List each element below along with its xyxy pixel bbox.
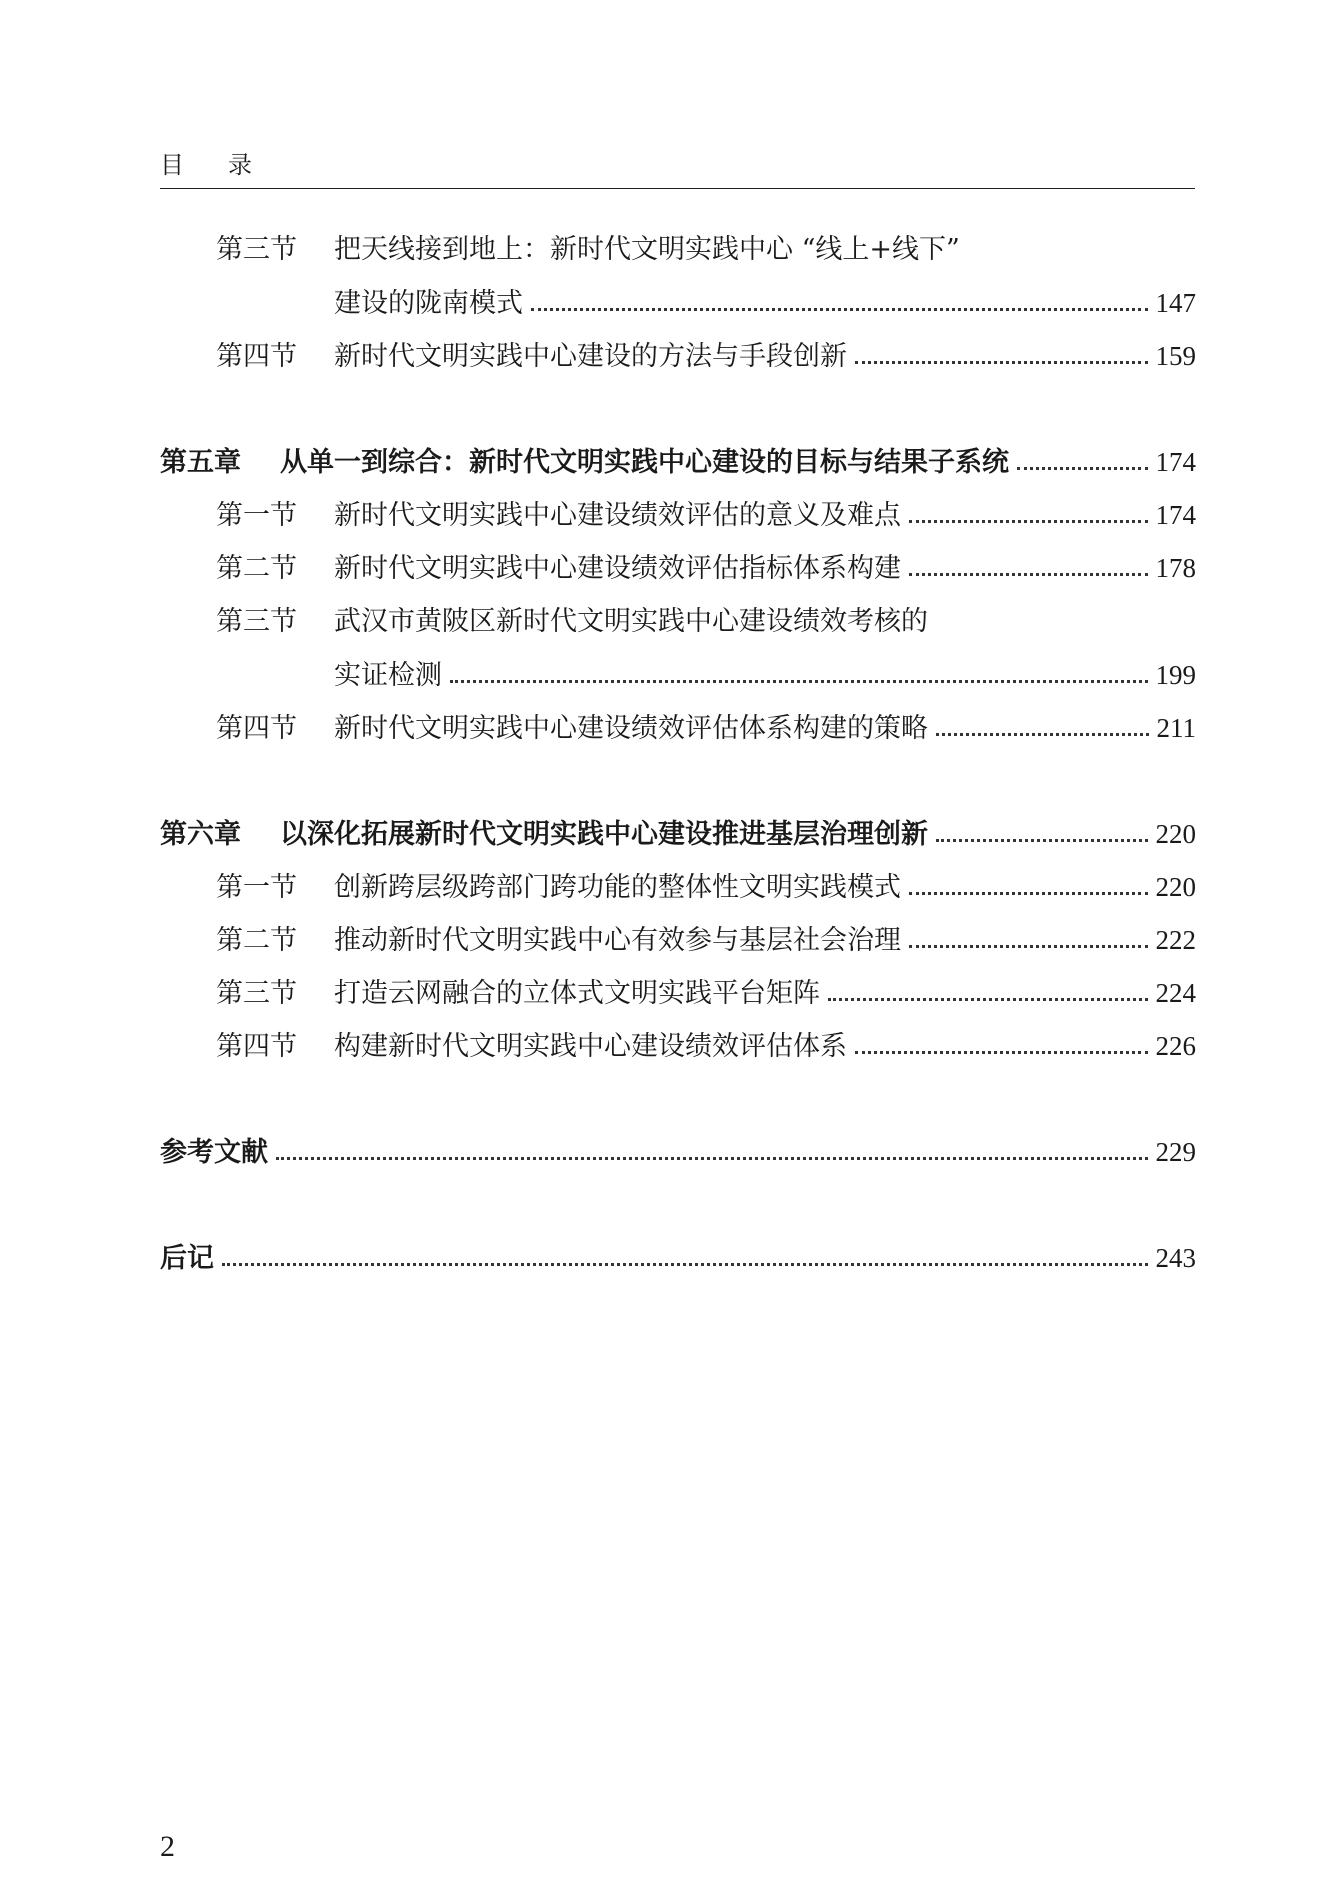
toc-entry-label: 第六章 <box>160 819 241 850</box>
dot-leader <box>855 1051 1148 1054</box>
dot-leader <box>909 945 1148 948</box>
dot-leader <box>855 361 1148 364</box>
toc-entry-label: 第四节 <box>216 713 297 744</box>
toc-entry-title: 后记 <box>160 1243 214 1274</box>
dot-leader <box>222 1263 1148 1266</box>
toc-entry-title: 新时代文明实践中心建设的方法与手段创新 <box>334 341 847 372</box>
toc-entry-title: 参考文献 <box>160 1137 268 1168</box>
toc-entry-section-3-line-1[interactable] <box>216 232 1196 268</box>
toc-entry-section-2[interactable] <box>216 550 1196 586</box>
toc-entry-page: 224 <box>1155 978 1196 1008</box>
toc-entry-references[interactable] <box>160 1134 1196 1170</box>
dot-leader <box>828 998 1148 1001</box>
toc-entry-label: 第四节 <box>216 341 297 372</box>
toc-entry-label: 第一节 <box>216 872 297 903</box>
toc-entry-page: 220 <box>1155 819 1196 849</box>
toc-entry-page: 220 <box>1155 872 1196 902</box>
toc-entry-chapter-5[interactable] <box>160 444 1196 480</box>
dot-leader <box>936 839 1148 842</box>
toc-entry-page: 159 <box>1155 341 1196 371</box>
toc-entry-chapter-6[interactable] <box>160 816 1196 852</box>
toc-entry-section-2[interactable] <box>216 922 1196 958</box>
dot-leader <box>531 308 1148 311</box>
toc-entry-section-1[interactable] <box>216 497 1196 533</box>
running-head-lu: 录 <box>228 151 252 179</box>
toc-entry-title: 推动新时代文明实践中心有效参与基层社会治理 <box>334 925 901 956</box>
toc-entry-section-4[interactable] <box>216 338 1196 374</box>
toc-entry-label: 第一节 <box>216 500 297 531</box>
toc-entry-label: 第三节 <box>216 606 297 637</box>
toc-entry-label: 第二节 <box>216 925 297 956</box>
toc-entry-title: 实证检测 <box>334 660 442 691</box>
toc-entry-label: 第四节 <box>216 1031 297 1062</box>
dot-leader <box>276 1157 1148 1160</box>
toc-entry-section-4[interactable] <box>216 710 1196 746</box>
toc-entry-title: 把天线接到地上：新时代文明实践中心 “线上+线下” <box>334 234 960 265</box>
toc-entry-title: 新时代文明实践中心建设绩效评估的意义及难点 <box>334 500 901 531</box>
toc-entry-page: 226 <box>1155 1031 1196 1061</box>
toc-entry-section-3-line-2[interactable] <box>334 285 1196 321</box>
toc-entry-page: 174 <box>1155 447 1196 477</box>
toc-entry-section-1[interactable] <box>216 869 1196 905</box>
toc-entry-page: 174 <box>1155 500 1196 530</box>
toc-entry-label: 第三节 <box>216 978 297 1009</box>
toc-entry-page: 243 <box>1155 1243 1196 1273</box>
dot-leader <box>1017 467 1148 470</box>
toc-entry-title: 新时代文明实践中心建设绩效评估体系构建的策略 <box>334 713 928 744</box>
dot-leader <box>909 573 1148 576</box>
toc-entry-section-3-line-2[interactable] <box>334 657 1196 693</box>
dot-leader <box>936 733 1149 736</box>
toc-entry-title: 从单一到综合：新时代文明实践中心建设的目标与结果子系统 <box>280 447 1009 478</box>
toc-entry-title: 创新跨层级跨部门跨功能的整体性文明实践模式 <box>334 872 901 903</box>
toc-entry-section-4[interactable] <box>216 1028 1196 1064</box>
toc-entry-label: 第五章 <box>160 447 241 478</box>
toc-entry-afterword[interactable] <box>160 1240 1196 1276</box>
toc-entry-page: 147 <box>1155 288 1196 318</box>
toc-entry-title: 新时代文明实践中心建设绩效评估指标体系构建 <box>334 553 901 584</box>
toc-entry-title: 以深化拓展新时代文明实践中心建设推进基层治理创新 <box>280 819 928 850</box>
toc-entry-label: 第二节 <box>216 553 297 584</box>
page-number: 2 <box>160 1830 175 1863</box>
toc-entry-page: 222 <box>1155 925 1196 955</box>
dot-leader <box>909 520 1148 523</box>
dot-leader <box>450 680 1148 683</box>
toc-entry-page: 199 <box>1155 660 1196 690</box>
running-head-mu: 目 <box>160 151 184 179</box>
toc-entry-page: 229 <box>1155 1137 1196 1167</box>
toc-entry-section-3-line-1[interactable] <box>216 604 1196 640</box>
toc-entry-page: 211 <box>1156 713 1196 743</box>
toc-entry-title: 打造云网融合的立体式文明实践平台矩阵 <box>334 978 820 1009</box>
toc-entry-title: 建设的陇南模式 <box>334 288 523 319</box>
dot-leader <box>909 892 1148 895</box>
toc-entry-page: 178 <box>1155 553 1196 583</box>
toc-entry-label: 第三节 <box>216 234 297 265</box>
toc-entry-title: 武汉市黄陂区新时代文明实践中心建设绩效考核的 <box>334 606 928 637</box>
toc-entry-title: 构建新时代文明实践中心建设绩效评估体系 <box>334 1031 847 1062</box>
toc-entry-section-3[interactable] <box>216 975 1196 1011</box>
